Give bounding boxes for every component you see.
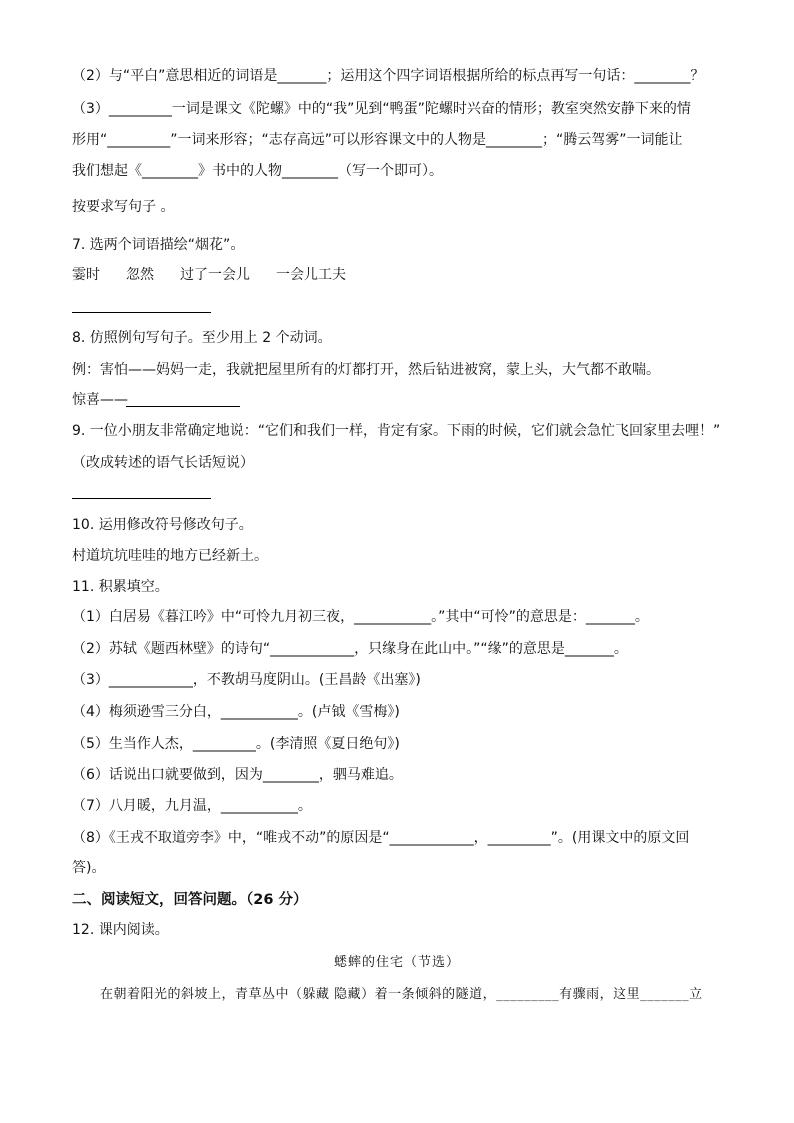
example-sentence: 例：害怕——妈妈一走，我就把屋里所有的灯都打开，然后钻进被窝，蒙上头，大气都不敢喘。 [72,362,660,378]
answer-prompt-8: 惊喜—— [72,392,128,408]
section-heading-2: 二、阅读短文，回答问题。（26 分） [72,892,308,908]
answer-line-9[interactable] [72,498,211,499]
word-option: 一会儿工夫 [276,267,346,283]
question-9-instruction: （改成转述的语气长话短说） [72,455,254,471]
question-8: 8. 仿照例句写句子。至少用上 2 个动词。 [72,330,332,346]
question-11-2: （2）苏轼《题西林壁》的诗句“____________，只缘身在此山中。”“缘”的意思是_______。 [72,641,628,657]
answer-line-7[interactable] [72,312,211,313]
question-7: 7. 选两个词语描绘“烟花”。 [72,237,245,253]
word-option: 忽然 [126,267,154,283]
question-11-4: （4）梅须逊雪三分白，___________。(卢钺《雪梅》) [72,704,400,720]
passage-title: 蟋蟀的住宅（节选） [333,955,460,970]
question-11-1: （1）白居易《暮江吟》中“可怜九月初三夜，___________。”其中“可怜”的意思是：_______。 [72,609,649,625]
question-6-3-line2: 形用“_________”一词来形容；“志存高远”可以形容课文中的人物是________；“腾云驾雾”一词能让 [72,132,683,148]
word-options [72,266,372,284]
answer-line-8[interactable] [126,406,240,407]
passage-paragraph: 在朝着阳光的斜坡上，青草丛中（躲藏 隐藏）着一条倾斜的隧道，_________有骤雨，这里_______立 [100,987,703,1002]
question-11: 11. 积累填空。 [72,579,169,595]
word-option: 霎时 [72,267,100,283]
word-option: 过了一会儿 [180,267,250,283]
question-10: 10. 运用修改符号修改句子。 [72,517,253,533]
question-11-3: （3）____________，不教胡马度阴山。(王昌龄《出塞》) [72,672,421,688]
section-instruction: 按要求写句子 。 [72,199,175,215]
question-9: 9. 一位小朋友非常确定地说：“它们和我们一样，肯定有家。下雨的时候，它们就会急忙飞回家里去哩！” [72,423,721,439]
question-11-6: （6）话说出口就要做到，因为________，驷马难追。 [72,767,403,783]
question-12: 12. 课内阅读。 [72,922,169,938]
question-6-3-line3: 我们想起《________》书中的人物________（写一个即可）。 [72,163,443,179]
question-10-sentence: 村道坑坑哇哇的地方已经新土。 [72,548,268,564]
question-11-8-line1: （8）《王戎不取道旁李》中，“唯戎不动”的原因是“____________，_________”。(用课文中的原文回 [72,830,690,846]
question-11-7: （7）八月暖，九月温，___________。 [72,798,312,814]
question-11-8-line2: 答)。 [72,860,106,876]
question-6-2: （2）与“平白”意思相近的词语是_______；运用这个四字词语根据所给的标点再写一句话：________？ [72,68,705,84]
question-11-5: （5）生当作人杰，_________。(李清照《夏日绝句》) [72,736,400,752]
question-6-3-line1: （3）_________一词是课文《陀螺》中的“我”见到“鸭蛋”陀螺时兴奋的情形；教室突然安静下来的情 [72,101,691,117]
